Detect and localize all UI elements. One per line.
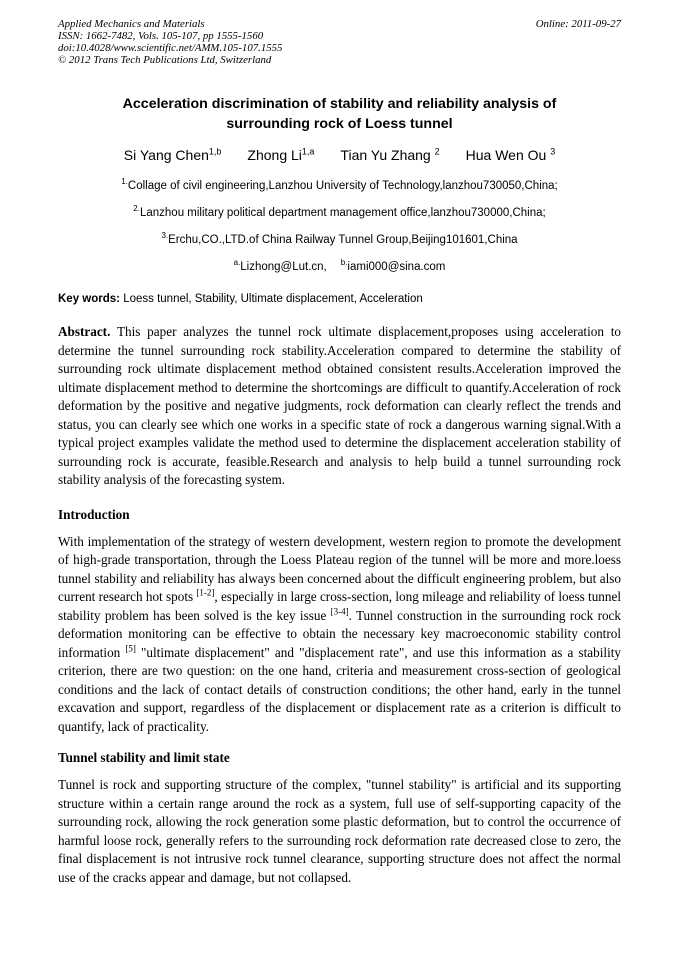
section-paragraph-introduction xyxy=(58,533,621,737)
reference-superscript: [1-2] xyxy=(196,587,215,598)
reference-superscript: [5] xyxy=(125,643,136,654)
paper-title-line-2: surrounding rock of Loess tunnel xyxy=(226,116,453,132)
journal-header xyxy=(58,18,621,66)
author-3 xyxy=(340,146,439,165)
online-date: Online: 2011-09-27 xyxy=(535,18,621,30)
affiliations-block xyxy=(58,179,621,248)
text-run: "ultimate displacement" and "displacement rate", and use this information as a stability criterion, there are two question: on the one hand, criteria and measurement cross-section of geological conditions and the lack of contact details of construction conditions; the other hand, early in the tunnel excavation and support, regardless of the displacement or displacement rate as a criterion is difficult to quantify, lack of practicality. xyxy=(58,644,621,734)
affiliation-1-text: Collage of civil engineering,Lanzhou University of Technology,lanzhou730050,China; xyxy=(127,180,558,192)
keywords-text: Loess tunnel, Stability, Ultimate displacement, Acceleration xyxy=(123,293,423,305)
paper-title xyxy=(58,94,621,134)
author-4 xyxy=(466,146,556,165)
email-a-address: Lizhong@Lut.cn, xyxy=(240,261,327,273)
paper-title-line-1: Acceleration discrimination of stability and reliability analysis of xyxy=(122,96,557,112)
emails-line xyxy=(58,260,621,275)
author-3-name: Tian Yu Zhang xyxy=(340,147,431,163)
affiliation-2-text: Lanzhou military political department management office,lanzhou730000,China; xyxy=(139,207,546,219)
email-b xyxy=(340,258,446,273)
journal-info xyxy=(58,18,282,66)
author-4-name: Hua Wen Ou xyxy=(465,147,547,163)
journal-copyright: © 2012 Trans Tech Publications Ltd, Switzerland xyxy=(58,54,272,66)
journal-issn-volume: ISSN: 1662-7482, Vols. 105-107, pp 1555-1560 xyxy=(58,30,264,42)
section-paragraph-tunnel-stability xyxy=(58,776,621,887)
email-a-superscript: a. xyxy=(233,258,241,268)
affiliation-3 xyxy=(58,233,621,248)
affiliation-3-superscript: 3. xyxy=(161,231,169,241)
abstract xyxy=(58,323,621,490)
author-1-superscript: 1,b xyxy=(208,146,222,157)
section-heading-introduction: Introduction xyxy=(58,506,130,522)
journal-doi: doi:10.4028/www.scientific.net/AMM.105-107.1555 xyxy=(58,42,283,54)
author-3-superscript: 2 xyxy=(434,146,440,157)
affiliation-1 xyxy=(58,179,621,194)
abstract-text: This paper analyzes the tunnel rock ultimate displacement,proposes using acceleration to determine the tunnel surrounding rock stability.Acceleration compared to determine the stability of surrounding rock ultimate displacement method obtained consistent results.Acceleration improved the ultimate displacement method to determine the shortcomings are difficult to quantify.Acceleration of rock deformation by the positive and negative judgments, rock deformation can clearly reflect the trends and status, you can clearly see which one works in a specific state of rock a dangerous warning signal.With a typical project examples validate the method used to determine the displacement acceleration stability of surrounding rock is accurate, feasible.Research and analysis to help build a tunnel surrounding rock stability analysis of the forecasting system. xyxy=(58,324,621,487)
authors-row xyxy=(58,146,621,165)
affiliation-2 xyxy=(58,206,621,221)
keywords-line xyxy=(58,292,621,307)
author-1 xyxy=(124,146,222,165)
text-run: . Tunnel construction in the surrounding rock rock deformation monitoring can be effective to obtain the necessary key macroeconomic stability control information xyxy=(58,607,621,660)
affiliation-2-superscript: 2. xyxy=(133,204,140,214)
author-2-superscript: 1,a xyxy=(301,146,315,157)
text-run: With implementation of the strategy of western development, western region to promote the development of high-grade transportation, through the Loess Plateau region of the tunnel will be more and more.loess tunnel stability and reliability has always been concerned about the difficult engineering problem, but also current research hot spots xyxy=(58,533,621,604)
email-b-superscript: b. xyxy=(340,258,348,268)
affiliation-1-superscript: 1. xyxy=(121,177,128,187)
section-heading-tunnel-stability: Tunnel stability and limit state xyxy=(58,750,230,765)
keywords-label: Key words: xyxy=(58,293,120,305)
email-b-address: iami000@sina.com xyxy=(347,261,446,273)
author-1-name: Si Yang Chen xyxy=(123,147,209,163)
author-4-superscript: 3 xyxy=(550,146,556,157)
author-2 xyxy=(247,146,314,165)
text-run: , especially in large cross-section, long mileage and reliability of loess tunnel stability problem has been solved is the key issue xyxy=(58,589,621,623)
affiliation-3-text: Erchu,CO.,LTD.of China Railway Tunnel Group,Beijing101601,China xyxy=(168,234,518,246)
author-2-name: Zhong Li xyxy=(247,147,302,163)
abstract-label: Abstract. xyxy=(58,324,111,339)
email-a xyxy=(233,258,327,273)
reference-superscript: [3-4] xyxy=(330,606,349,617)
text-run: Tunnel is rock and supporting structure of the complex, "tunnel stability" is artificial and its supporting structure within a certain range around the rock as a system, full use of self-supporting capacity of the surrounding rock, allowing the rock generation some plastic deformation, but to control the occurrence of harmful loose rock, generally refers to the surrounding rock deformation rate decreased close to zero, the final displacement is not intrusive rock tunnel clearance, supporting structure does not affect the normal use of the cracks appear and damage, but not collapsed. xyxy=(58,777,621,885)
journal-name: Applied Mechanics and Materials xyxy=(58,18,205,30)
